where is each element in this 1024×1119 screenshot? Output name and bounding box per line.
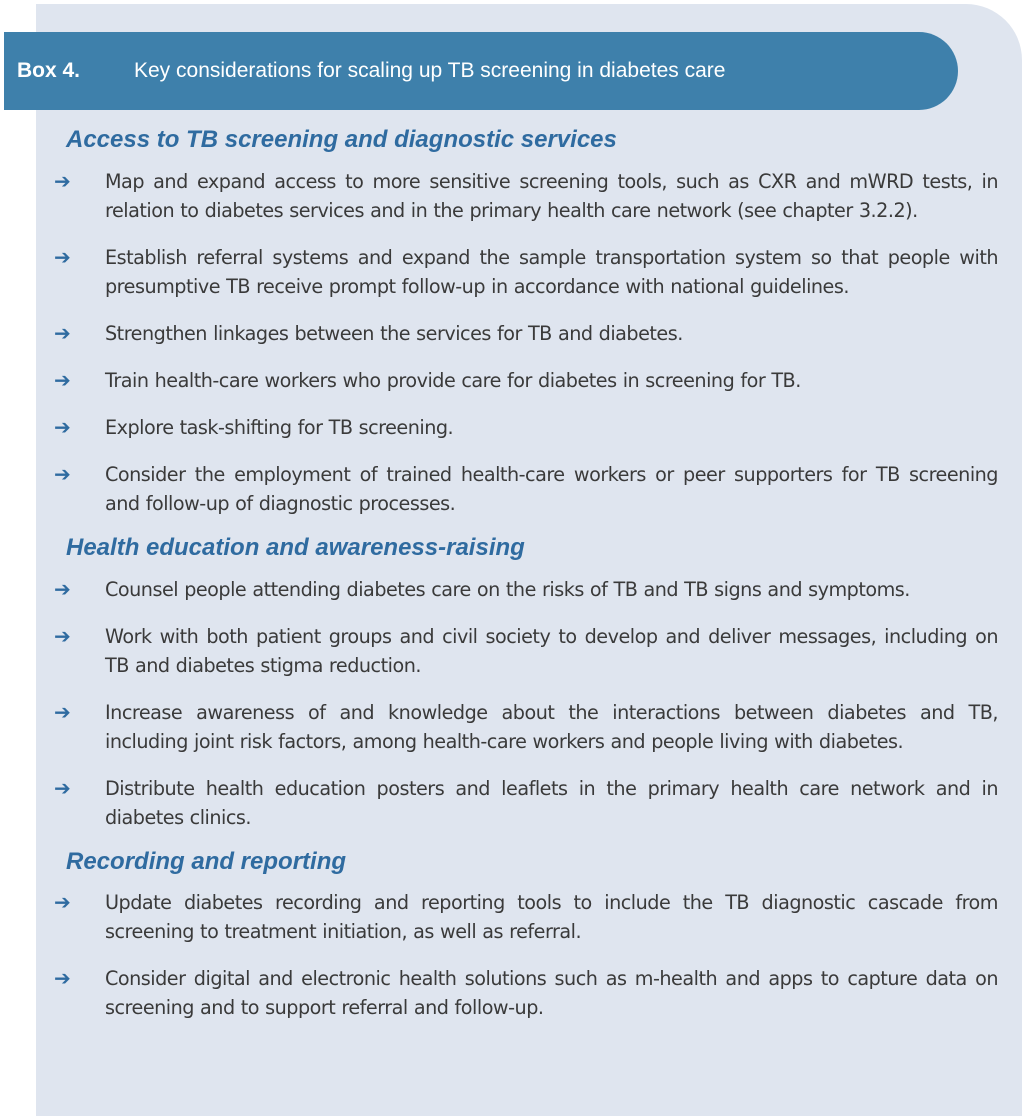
box-number: Box 4. [17,59,81,82]
list-item [54,413,998,442]
section-access [54,126,998,518]
list-item-text: Distribute health education posters and leaflets in the primary health care network and in diabetes clinics. [105,776,998,829]
list-item [54,460,998,518]
arrow-right-icon: ➔ [54,576,71,601]
list-item-text: Explore task-shifting for TB screening. [105,415,454,439]
arrow-right-icon: ➔ [54,699,71,724]
list-item [54,964,998,1022]
list-item [54,774,998,832]
list-item [54,319,998,348]
list-item-text: Establish referral systems and expand the sample transportation system so that people with presumptive TB receive prompt follow-up in accordance with national guidelines. [105,245,998,298]
list-item-text: Work with both patient groups and civil society to develop and deliver messages, including on TB and diabetes stigma reduction. [105,624,998,677]
list-item [54,575,998,604]
list-item-text: Consider the employment of trained health-care workers or peer supporters for TB screening and follow-up of diagnostic processes. [105,462,998,515]
arrow-right-icon: ➔ [54,414,71,439]
list-item [54,698,998,756]
list-item-text: Counsel people attending diabetes care on the risks of TB and TB signs and symptoms. [105,577,910,601]
list-item-text: Consider digital and electronic health solutions such as m-health and apps to capture data on screening and to support referral and follow-up. [105,967,998,1020]
section-heading: Health education and awareness-raising [66,533,525,561]
arrow-right-icon: ➔ [54,168,71,193]
section-heading: Recording and reporting [66,847,347,875]
arrow-right-icon: ➔ [54,320,71,345]
list-item [54,366,998,395]
bullet-list [54,888,998,1022]
list-item-text: Update diabetes recording and reporting tools to include the TB diagnostic cascade from screening to treatment initiation, as well as referral. [105,891,998,944]
bullet-list [54,575,998,832]
box-title: Key considerations for scaling up TB screening in diabetes care [134,59,726,82]
list-item [54,622,998,680]
arrow-right-icon: ➔ [54,623,71,648]
box-title-banner [4,32,958,110]
arrow-right-icon: ➔ [54,367,71,392]
list-item [54,167,998,225]
section-health-education [54,534,998,832]
arrow-right-icon: ➔ [54,244,71,269]
list-item [54,888,998,946]
box-content [54,126,998,1038]
section-heading: Access to TB screening and diagnostic services [66,126,617,153]
bullet-list [54,167,998,518]
list-item [54,243,998,301]
list-item-text: Strengthen linkages between the services for TB and diabetes. [105,321,683,345]
list-item-text: Map and expand access to more sensitive screening tools, such as CXR and mWRD tests, in relation to diabetes services and in the primary health care network (see chapter 3.2.2). [105,169,998,222]
list-item-text: Increase awareness of and knowledge about the interactions between diabetes and TB, including joint risk factors, among health-care workers and people living with diabetes. [105,700,998,753]
list-item-text: Train health-care workers who provide care for diabetes in screening for TB. [105,368,801,392]
arrow-right-icon: ➔ [54,890,71,915]
section-recording-reporting [54,848,998,1023]
arrow-right-icon: ➔ [54,775,71,800]
arrow-right-icon: ➔ [54,461,71,486]
arrow-right-icon: ➔ [54,966,71,991]
